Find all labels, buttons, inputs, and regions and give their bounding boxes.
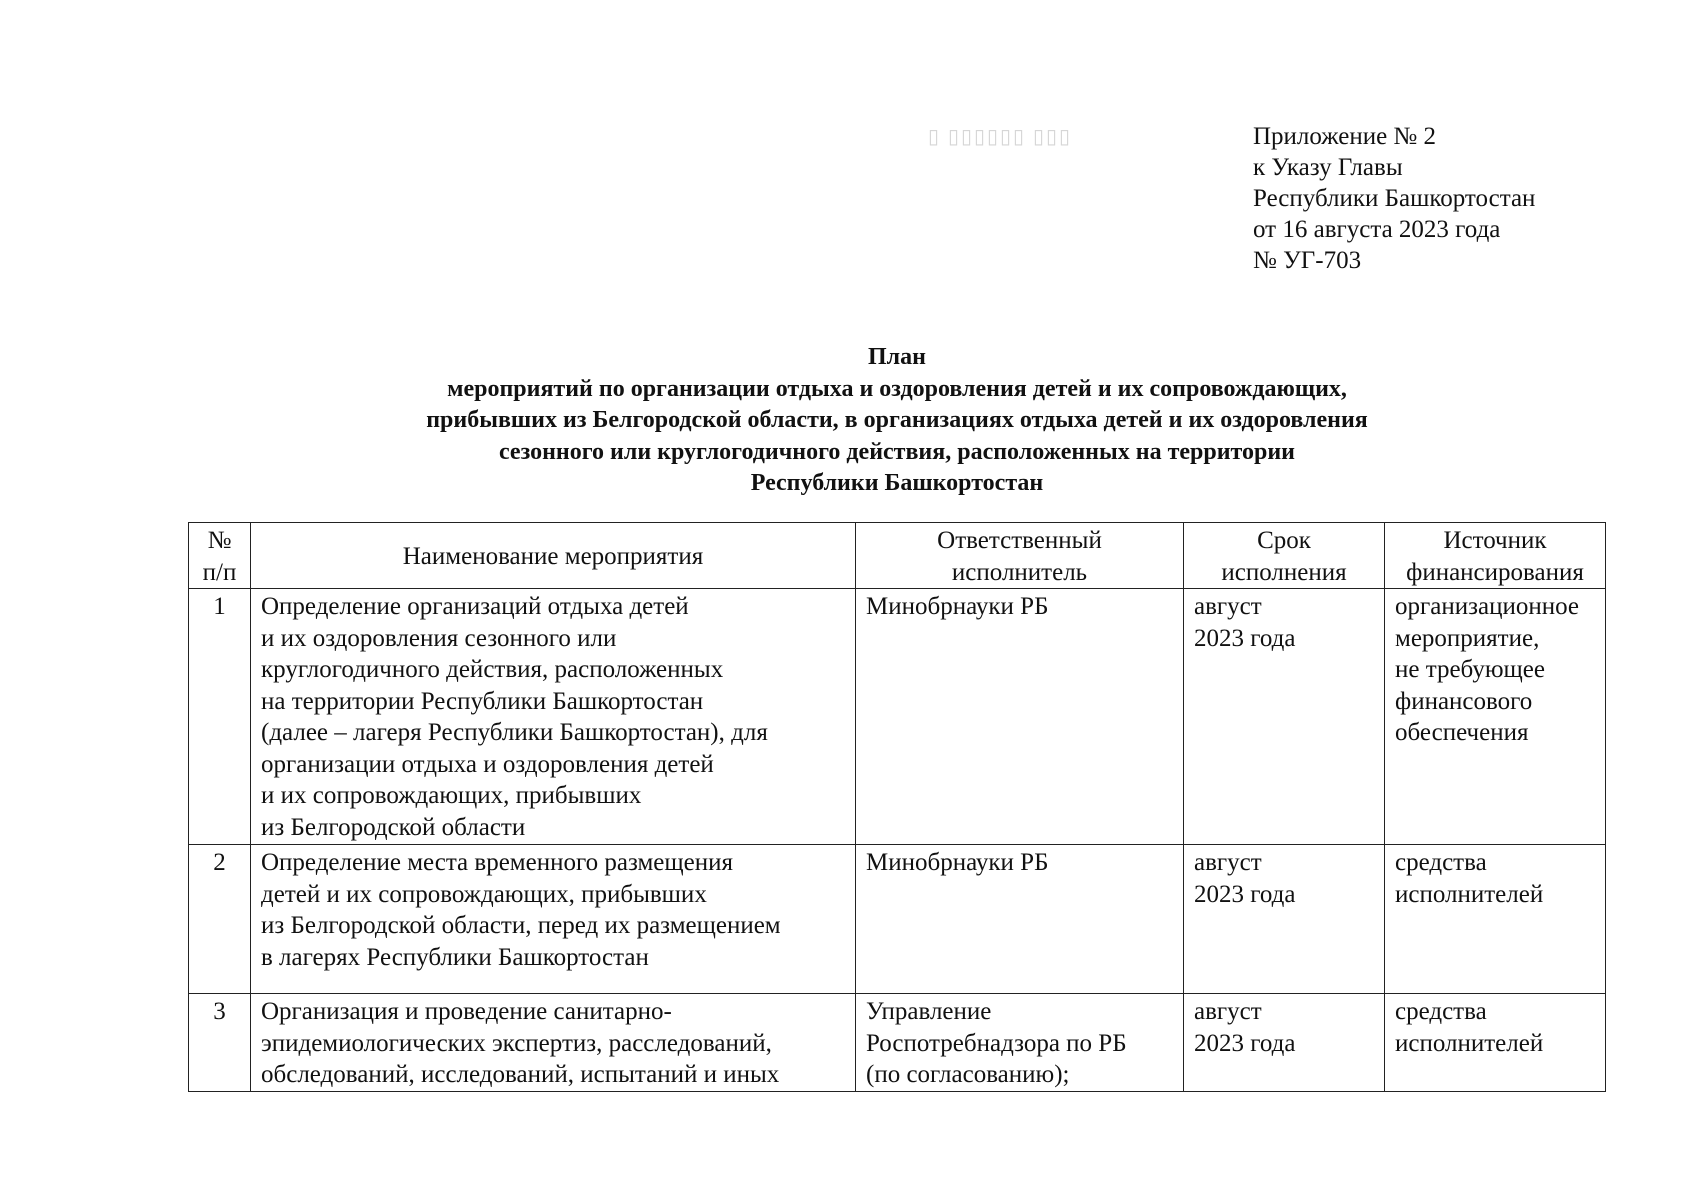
table-row bbox=[189, 845, 1606, 994]
appendix-line: № УГ-703 bbox=[1253, 247, 1362, 274]
row-deadline-line: 2023 года bbox=[1194, 624, 1296, 652]
row-name bbox=[251, 589, 856, 845]
row-name-line: круглогодичного действия, расположенных bbox=[261, 656, 724, 683]
row-name-line: и их оздоровления сезонного или bbox=[261, 624, 617, 652]
row-name-line: Определение организаций отдыха детей bbox=[261, 593, 689, 620]
row-responsible-line: Управление bbox=[866, 998, 992, 1025]
row-number: 1 bbox=[189, 589, 251, 845]
row-funding-line: мероприятие, bbox=[1395, 624, 1540, 652]
row-name-line: эпидемиологических экспертиз, расследований, bbox=[261, 1029, 772, 1057]
row-name-line: организации отдыха и оздоровления детей bbox=[261, 750, 714, 778]
row-name-line: из Белгородской области, перед их размещением bbox=[261, 912, 781, 939]
row-funding-line: организационное bbox=[1395, 593, 1579, 620]
title-line: План bbox=[868, 344, 926, 370]
row-name-line: обследований, исследований, испытаний и иных bbox=[261, 1061, 780, 1088]
row-name bbox=[251, 845, 856, 994]
row-responsible bbox=[856, 845, 1184, 994]
table-header-row bbox=[189, 523, 1606, 589]
row-funding-line: финансового bbox=[1395, 687, 1533, 715]
appendix-block bbox=[1253, 121, 1535, 276]
row-responsible-line: Роспотребнадзора по РБ bbox=[866, 1029, 1127, 1057]
row-name-line: (далее – лагеря Республики Башкортостан), для bbox=[261, 719, 768, 746]
row-name-line: в лагерях Республики Башкортостан bbox=[261, 943, 649, 971]
document-title bbox=[188, 342, 1606, 500]
row-funding-line: исполнителей bbox=[1395, 1029, 1544, 1057]
table-row bbox=[189, 994, 1606, 1092]
row-funding-line: не требующее bbox=[1395, 656, 1545, 683]
header-name-line: Наименование мероприятия bbox=[402, 542, 704, 570]
row-name-line: Организация и проведение санитарно- bbox=[261, 998, 672, 1025]
row-name-line: на территории Республики Башкортостан bbox=[261, 687, 704, 715]
title-line: Республики Башкортостан bbox=[750, 470, 1044, 496]
row-deadline-line: август bbox=[1194, 998, 1262, 1025]
header-funding bbox=[1385, 523, 1606, 589]
header-num-line: п/п bbox=[202, 558, 237, 586]
row-name-line: и их сопровождающих, прибывших bbox=[261, 782, 642, 809]
row-funding bbox=[1385, 994, 1606, 1092]
header-num bbox=[189, 523, 251, 589]
row-name-line: детей и их сопровождающих, прибывших bbox=[261, 880, 707, 908]
row-deadline bbox=[1184, 994, 1385, 1092]
header-responsible-line: Ответственный bbox=[937, 527, 1102, 554]
header-name bbox=[251, 523, 856, 589]
row-responsible-line: Минобрнауки РБ bbox=[866, 593, 1049, 620]
appendix-line: Приложение № 2 bbox=[1253, 123, 1437, 150]
row-deadline bbox=[1184, 845, 1385, 994]
row-deadline-line: август bbox=[1194, 593, 1262, 620]
bleed-through-text: ▯ ▯▯▯▯▯▯ ▯▯▯ bbox=[928, 126, 1073, 148]
row-funding-line: обеспечения bbox=[1395, 719, 1529, 746]
row-responsible bbox=[856, 994, 1184, 1092]
row-responsible-line: Минобрнауки РБ bbox=[866, 849, 1049, 876]
table-row bbox=[189, 589, 1606, 845]
row-funding bbox=[1385, 845, 1606, 994]
header-deadline-line: исполнения bbox=[1221, 558, 1347, 586]
row-funding-line: средства bbox=[1395, 849, 1487, 876]
row-responsible bbox=[856, 589, 1184, 845]
header-responsible-line: исполнитель bbox=[951, 558, 1088, 586]
row-number: 2 bbox=[189, 845, 251, 994]
header-responsible bbox=[856, 523, 1184, 589]
header-deadline-line: Срок bbox=[1257, 527, 1311, 554]
row-deadline bbox=[1184, 589, 1385, 845]
row-funding bbox=[1385, 589, 1606, 845]
header-num-line: № bbox=[207, 527, 232, 554]
row-deadline-line: 2023 года bbox=[1194, 880, 1296, 908]
row-number: 3 bbox=[189, 994, 251, 1092]
row-funding-line: исполнителей bbox=[1395, 880, 1544, 908]
title-line: мероприятий по организации отдыха и оздоровления детей и их сопровождающих, bbox=[447, 375, 1347, 402]
row-name-line: Определение места временного размещения bbox=[261, 849, 733, 876]
row-deadline-line: август bbox=[1194, 849, 1262, 876]
row-responsible-line: (по согласованию); bbox=[866, 1061, 1070, 1088]
header-funding-line: Источник bbox=[1443, 527, 1547, 554]
row-name-line: из Белгородской области bbox=[261, 813, 526, 841]
appendix-line: к Указу Главы bbox=[1253, 154, 1403, 181]
header-funding-line: финансирования bbox=[1406, 558, 1584, 586]
appendix-line: Республики Башкортостан bbox=[1253, 185, 1536, 212]
title-line: прибывших из Белгородской области, в организациях отдыха детей и их оздоровления bbox=[426, 407, 1368, 433]
row-funding-line: средства bbox=[1395, 998, 1487, 1025]
row-deadline-line: 2023 года bbox=[1194, 1029, 1296, 1057]
appendix-line: от 16 августа 2023 года bbox=[1253, 216, 1501, 243]
row-name bbox=[251, 994, 856, 1092]
header-deadline bbox=[1184, 523, 1385, 589]
title-line: сезонного или круглогодичного действия, расположенных на территории bbox=[498, 438, 1296, 465]
plan-table bbox=[188, 522, 1606, 1092]
